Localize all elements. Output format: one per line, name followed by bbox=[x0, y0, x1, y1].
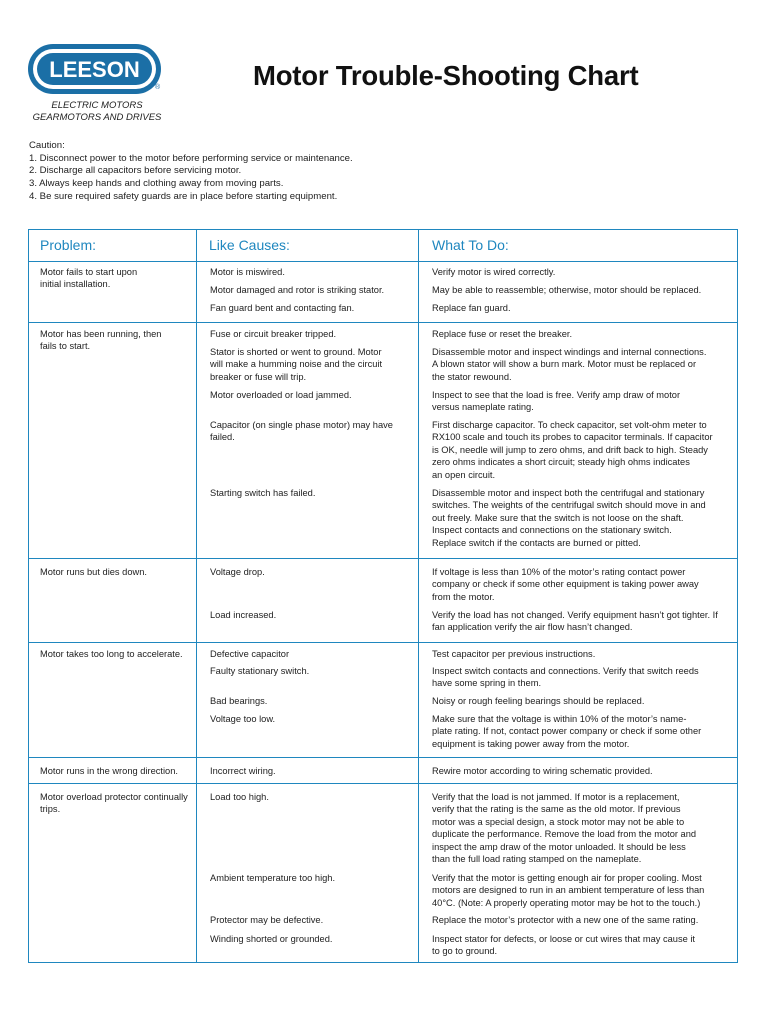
action-line: Disassemble motor and inspect both the centrifugal and stationary bbox=[432, 488, 705, 498]
cause-line: Load too high. bbox=[210, 792, 269, 802]
action-cell bbox=[432, 914, 698, 926]
action-line: to go to ground. bbox=[432, 946, 498, 957]
problem-line: Motor overload protector continually bbox=[40, 792, 188, 802]
caution-block bbox=[29, 140, 353, 204]
cause-cell bbox=[210, 487, 315, 499]
action-line: A blown stator will show a burn mark. Motor must be replaced or bbox=[432, 359, 697, 370]
action-line: switches. The weights of the centrifugal switch should move in and bbox=[432, 500, 706, 511]
action-line: May be able to reassemble; otherwise, motor should be replaced. bbox=[432, 285, 702, 295]
cause-cell bbox=[210, 346, 382, 383]
action-cell bbox=[432, 419, 713, 481]
action-line: verify that the rating is the same as the old motor. If previous bbox=[432, 804, 681, 815]
action-line: Make sure that the voltage is within 10% of the motor’s name- bbox=[432, 714, 687, 724]
caution-item: 2. Discharge all capacitors before servicing motor. bbox=[29, 165, 242, 177]
problem-cell bbox=[40, 328, 161, 353]
cause-line: Starting switch has failed. bbox=[210, 488, 316, 498]
cause-line: Motor overloaded or load jammed. bbox=[210, 390, 352, 400]
cause-line: breaker or fuse will trip. bbox=[210, 371, 307, 382]
action-line: Rewire motor according to wiring schematic provided. bbox=[432, 766, 653, 776]
header-causes: Like Causes: bbox=[209, 237, 290, 253]
action-line: First discharge capacitor. To check capacitor, set volt-ohm meter to bbox=[432, 420, 707, 430]
action-line: out freely. Make sure that the switch is not loose on the shaft. bbox=[432, 512, 684, 523]
action-line: motor was a special design, a stock motor may not be able to bbox=[432, 816, 685, 827]
action-line: an open circuit. bbox=[432, 469, 496, 480]
cause-cell bbox=[210, 914, 323, 926]
action-line: Verify the load has not changed. Verify equipment hasn’t got tighter. If bbox=[432, 610, 718, 620]
action-cell bbox=[432, 713, 701, 750]
tagline-line-1: ELECTRIC MOTORS bbox=[51, 100, 143, 111]
action-line: inspect the amp draw of the motor unloaded. It should be less bbox=[432, 841, 686, 852]
cause-line: Faulty stationary switch. bbox=[210, 666, 310, 676]
action-line: Inspect stator for defects, or loose or cut wires that may cause it bbox=[432, 934, 696, 944]
tagline-line-2: GEARMOTORS AND DRIVES bbox=[32, 112, 162, 123]
action-line: equipment is taking power away from the motor. bbox=[432, 738, 630, 749]
cause-cell bbox=[210, 419, 393, 444]
cause-line: Capacitor (on single phase motor) may have bbox=[210, 420, 393, 430]
page-title: Motor Trouble-Shooting Chart bbox=[253, 60, 639, 91]
row-divider bbox=[28, 642, 738, 643]
action-line: Replace fan guard. bbox=[432, 303, 511, 313]
cause-cell bbox=[210, 566, 265, 578]
cause-cell bbox=[210, 328, 336, 340]
cause-cell bbox=[210, 609, 276, 621]
action-line: motors are designed to run in an ambient temperature of less than bbox=[432, 885, 705, 896]
cause-cell bbox=[210, 648, 289, 660]
cause-cell bbox=[210, 284, 384, 296]
row-divider bbox=[28, 757, 738, 758]
cause-cell bbox=[210, 665, 309, 677]
action-line: fan application verify the air flow hasn’t changed. bbox=[432, 622, 633, 633]
action-cell bbox=[432, 302, 511, 314]
action-line: than the full load rating stamped on the nameplate. bbox=[432, 854, 642, 865]
problem-cell bbox=[40, 765, 178, 777]
problem-line: Motor has been running, then bbox=[40, 329, 162, 339]
cause-cell bbox=[210, 933, 333, 945]
caution-item: 3. Always keep hands and clothing away from moving parts. bbox=[29, 178, 284, 190]
action-line: Replace fuse or reset the breaker. bbox=[432, 329, 573, 339]
cause-line: failed. bbox=[210, 432, 235, 443]
cause-line: Protector may be defective. bbox=[210, 915, 324, 925]
action-line: duplicate the performance. Remove the load from the motor and bbox=[432, 829, 697, 840]
column-divider bbox=[418, 229, 419, 963]
action-line: Verify that the load is not jammed. If motor is a replacement, bbox=[432, 792, 680, 802]
cause-line: will make a humming noise and the circuit bbox=[210, 359, 383, 370]
cause-line: Load increased. bbox=[210, 610, 277, 620]
cause-cell bbox=[210, 302, 354, 314]
action-line: Verify motor is wired correctly. bbox=[432, 267, 556, 277]
cause-cell bbox=[210, 872, 335, 884]
action-cell bbox=[432, 346, 706, 383]
action-cell bbox=[432, 872, 704, 909]
action-cell bbox=[432, 487, 706, 549]
problem-line: Motor runs but dies down. bbox=[40, 567, 147, 577]
row-divider bbox=[28, 783, 738, 784]
action-cell bbox=[432, 609, 718, 634]
action-cell bbox=[432, 284, 701, 296]
action-cell bbox=[432, 791, 696, 865]
header-action: What To Do: bbox=[432, 237, 509, 253]
action-line: Test capacitor per previous instructions. bbox=[432, 649, 596, 659]
logo-tagline bbox=[27, 100, 167, 124]
cause-line: Motor is miswired. bbox=[210, 267, 285, 277]
problem-line: fails to start. bbox=[40, 341, 91, 352]
action-line: plate rating. If not, contact power company or check if some other bbox=[432, 726, 702, 737]
action-cell bbox=[432, 765, 653, 777]
row-divider bbox=[28, 558, 738, 559]
action-line: versus nameplate rating. bbox=[432, 402, 534, 413]
row-divider bbox=[28, 322, 738, 323]
action-line: Verify that the motor is getting enough air for proper cooling. Most bbox=[432, 873, 702, 883]
cause-cell bbox=[210, 765, 276, 777]
cause-line: Motor damaged and rotor is striking stator. bbox=[210, 285, 385, 295]
problem-line: initial installation. bbox=[40, 279, 111, 290]
action-line: Disassemble motor and inspect windings and internal connections. bbox=[432, 347, 707, 357]
cause-cell bbox=[210, 695, 267, 707]
action-cell bbox=[432, 648, 595, 660]
problem-line: Motor runs in the wrong direction. bbox=[40, 766, 178, 776]
cause-cell bbox=[210, 713, 275, 725]
action-line: Noisy or rough feeling bearings should be replaced. bbox=[432, 696, 645, 706]
action-line: is OK, needle will jump to zero ohms, and drift back to high. Steady bbox=[432, 444, 708, 455]
caution-heading: Caution: bbox=[29, 140, 65, 151]
problem-line: Motor takes too long to accelerate. bbox=[40, 649, 183, 659]
action-line: If voltage is less than 10% of the motor’s rating contact power bbox=[432, 567, 686, 577]
action-cell bbox=[432, 695, 644, 707]
caution-item: 1. Disconnect power to the motor before performing service or maintenance. bbox=[29, 152, 353, 164]
cause-line: Voltage drop. bbox=[210, 567, 265, 577]
action-line: the stator rewound. bbox=[432, 371, 512, 382]
cause-line: Ambient temperature too high. bbox=[210, 873, 336, 883]
cause-line: Incorrect wiring. bbox=[210, 766, 276, 776]
caution-item: 4. Be sure required safety guards are in place before starting equipment. bbox=[29, 190, 338, 202]
column-divider bbox=[196, 229, 197, 963]
cause-line: Voltage too low. bbox=[210, 714, 276, 724]
action-line: 40°C. (Note: A properly operating motor may be hot to the touch.) bbox=[432, 897, 701, 908]
cause-line: Fuse or circuit breaker tripped. bbox=[210, 329, 337, 339]
action-cell bbox=[432, 328, 572, 340]
problem-line: Motor fails to start upon bbox=[40, 267, 138, 277]
registered-mark: ® bbox=[155, 84, 161, 91]
header-problem: Problem: bbox=[40, 237, 97, 253]
action-cell bbox=[432, 389, 680, 414]
action-line: Replace switch if the contacts are burned or pitted. bbox=[432, 537, 641, 548]
action-line: Replace the motor’s protector with a new one of the same rating. bbox=[432, 915, 699, 925]
action-line: Inspect contacts and connections on the stationary switch. bbox=[432, 525, 672, 536]
action-line: Inspect switch contacts and connections. Verify that switch reeds bbox=[432, 666, 699, 676]
cause-line: Winding shorted or grounded. bbox=[210, 934, 333, 944]
cause-cell bbox=[210, 266, 285, 278]
action-line: have some spring in them. bbox=[432, 678, 542, 689]
action-line: RX100 scale and touch its probes to capacitor terminals. If capacitor bbox=[432, 432, 713, 443]
action-line: from the motor. bbox=[432, 591, 495, 602]
action-line: company or check if some other equipment is taking power away bbox=[432, 579, 699, 590]
action-line: zero ohms indicates a short circuit; steady high ohms indicates bbox=[432, 457, 690, 468]
problem-cell bbox=[40, 648, 183, 660]
logo-wordmark: LEESON bbox=[49, 57, 140, 82]
problem-cell bbox=[40, 266, 137, 291]
cause-line: Bad bearings. bbox=[210, 696, 268, 706]
cause-line: Fan guard bent and contacting fan. bbox=[210, 303, 355, 313]
cause-line: Stator is shorted or went to ground. Motor bbox=[210, 347, 382, 357]
action-cell bbox=[432, 665, 699, 690]
leeson-logo bbox=[27, 43, 162, 95]
problem-cell bbox=[40, 566, 147, 578]
cause-cell bbox=[210, 389, 352, 401]
header-divider bbox=[28, 261, 738, 262]
action-cell bbox=[432, 933, 695, 958]
cause-cell bbox=[210, 791, 269, 803]
problem-cell bbox=[40, 791, 188, 816]
action-cell bbox=[432, 566, 699, 603]
cause-line: Defective capacitor bbox=[210, 649, 290, 659]
action-cell bbox=[432, 266, 555, 278]
problem-line: trips. bbox=[40, 804, 61, 815]
action-line: Inspect to see that the load is free. Verify amp draw of motor bbox=[432, 390, 681, 400]
